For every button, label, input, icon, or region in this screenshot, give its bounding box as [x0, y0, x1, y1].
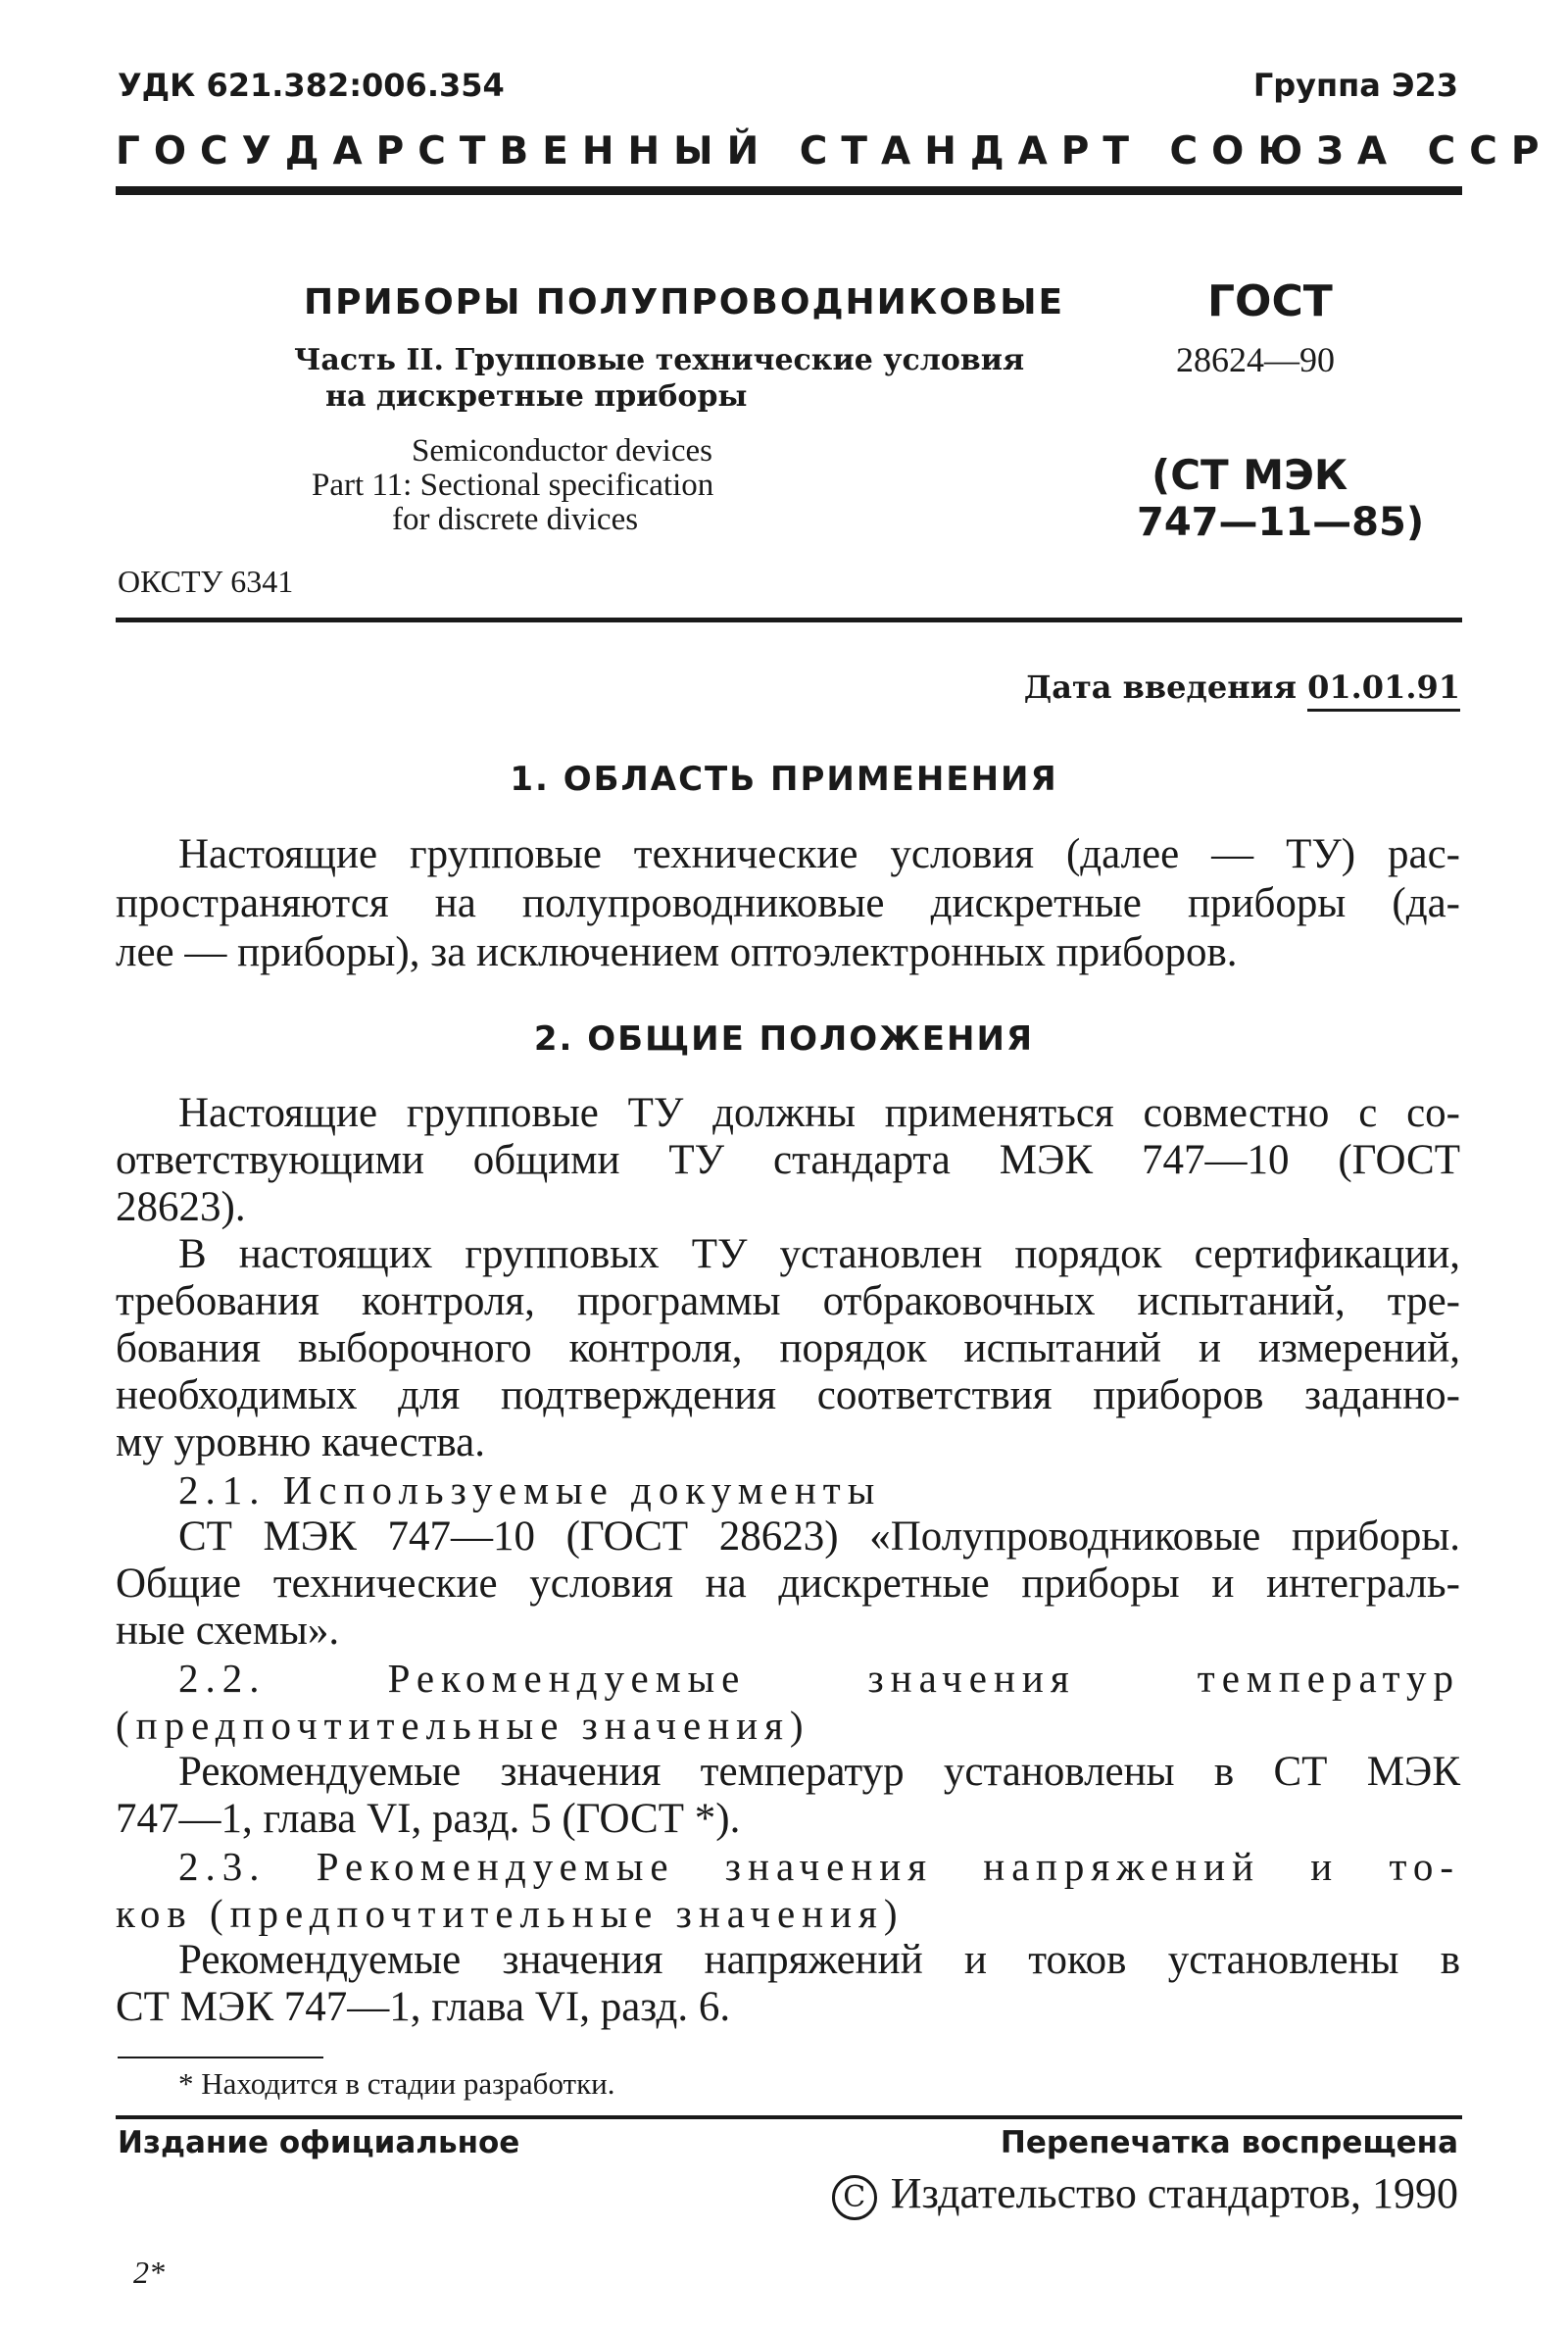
banner-letter [1400, 129, 1428, 174]
english-title-line1: Semiconductor devices [412, 433, 712, 469]
banner-letter: А [881, 129, 925, 174]
banner-letter: Р [375, 129, 418, 174]
header-rule [116, 186, 1462, 195]
subsection-2-3-heading-line: 2.3. Рекомендуемые значения напряжений и то- [178, 1844, 1460, 1889]
banner-letter: А [332, 129, 376, 174]
banner-letter: Н [924, 129, 970, 174]
introduction-date-value: 01.01.91 [1307, 669, 1460, 712]
subsection-2-3-text-line: Рекомендуемые значения напряжений и токов установлены в [178, 1937, 1460, 1983]
section1-heading: 1. ОБЛАСТЬ ПРИМЕНЕНИЯ [510, 760, 1058, 799]
iec-reference-line2: 747—11—85) [1137, 500, 1425, 545]
banner-letter [1143, 129, 1170, 174]
section2-p1-line: Настоящие групповые ТУ должны применяться совместно с со- [178, 1090, 1460, 1136]
gost-number: 28624—90 [1176, 340, 1335, 379]
subsection-2-2-heading-line: (предпочтительные значения) [116, 1703, 810, 1748]
banner-letter: Г [116, 129, 154, 174]
copyright-line [832, 2168, 1458, 2220]
section2-p1-line: ответствующими общими ТУ стандарта МЭК 747—10 (ГОСТ [116, 1137, 1460, 1183]
banner-letter: С [799, 129, 842, 174]
banner-letter: Д [284, 129, 333, 174]
banner-letter: Ю [1257, 129, 1317, 174]
banner-letter: С [1169, 129, 1212, 174]
banner-letter: Р [1510, 129, 1553, 174]
banner-letter: Д [969, 129, 1018, 174]
footnote-rule [118, 2057, 323, 2058]
section1-line: лее — приборы), за исключением оптоэлектронных приборов. [116, 929, 1238, 975]
banner-letter: Т [1102, 129, 1143, 174]
banner-letter: Е [542, 129, 582, 174]
group-code: Группа Э23 [1252, 67, 1458, 104]
banner-letter: С [417, 129, 460, 174]
english-title-line3: for discrete divices [392, 502, 639, 537]
banner-letter: З [1316, 129, 1357, 174]
banner-letter: О [153, 129, 201, 174]
banner-letter: С [1427, 129, 1470, 174]
section2-p1-line: 28623). [116, 1184, 246, 1230]
footer-rule [116, 2115, 1462, 2119]
section2-p2-line: В настоящих групповых ТУ установлен порядок сертификации, [178, 1231, 1460, 1277]
section2-heading: 2. ОБЩИЕ ПОЛОЖЕНИЯ [533, 1019, 1035, 1059]
reprint-prohibited-label: Перепечатка воспрещена [1000, 2125, 1458, 2160]
document-title: ПРИБОРЫ ПОЛУПРОВОДНИКОВЫЕ [304, 282, 1065, 322]
page-mark: 2* [133, 2255, 165, 2290]
banner-letter: Й [726, 129, 773, 174]
banner-letter: Н [581, 129, 628, 174]
banner-letter: Ы [673, 129, 727, 174]
part-subtitle-line1: Часть II. Групповые технические условия [294, 343, 1025, 377]
section1-line: пространяются на полупроводниковые дискретные приборы (да- [116, 880, 1460, 926]
section2-p2-line: требования контроля, программы отбраковочных испытаний, тре- [116, 1278, 1460, 1324]
subsection-2-1-text-line: СТ МЭК 747—10 (ГОСТ 28623) «Полупроводниковые приборы. [178, 1513, 1460, 1560]
copyright-icon: C [832, 2175, 877, 2220]
gost-label: ГОСТ [1207, 276, 1333, 326]
subsection-2-1-text-line: Общие технические условия на дискретные приборы и интеграль- [116, 1561, 1460, 1607]
banner-letter: А [1017, 129, 1061, 174]
banner-letter: С [1469, 129, 1511, 174]
banner-letter: С [200, 129, 242, 174]
section2-p2-line: бования выборочного контроля, порядок испытаний и измерений, [116, 1325, 1460, 1371]
banner-letter: А [1356, 129, 1401, 174]
subsection-2-1-text-line: ные схемы». [116, 1608, 340, 1654]
subsection-2-3-text-line: СТ МЭК 747—1, глава VI, разд. 6. [116, 1984, 731, 2030]
section1-line: Настоящие групповые технические условия (далее — ТУ) рас- [178, 831, 1460, 877]
subsection-2-2-text-line: Рекомендуемые значения температур установлены в СТ МЭК [178, 1749, 1460, 1795]
iec-reference-line1: (СТ МЭК [1152, 451, 1348, 499]
banner-letter: В [499, 129, 543, 174]
footnote: * Находится в стадии разработки. [178, 2066, 615, 2101]
part-subtitle-line2: на дискретные приборы [325, 379, 748, 414]
official-edition-label: Издание официальное [118, 2125, 520, 2160]
banner-letter: Т [841, 129, 882, 174]
banner-letter: У [241, 129, 285, 174]
subsection-2-2-text-line: 747—1, глава VI, разд. 5 (ГОСТ *). [116, 1796, 741, 1842]
title-rule [116, 618, 1462, 622]
subsection-2-1-heading: 2.1. Используемые документы [178, 1467, 882, 1512]
introduction-date [1024, 669, 1460, 706]
section2-p2-line: му уровню качества. [116, 1419, 485, 1465]
copyright-text: Издательство стандартов, 1990 [890, 2169, 1458, 2217]
subsection-2-2-heading-line: 2.2. Рекомендуемые значения температур [178, 1656, 1460, 1701]
udk-code: УДК 621.382:006.354 [118, 67, 505, 104]
banner-letter: Р [1060, 129, 1103, 174]
english-title-line2: Part 11: Sectional specification [312, 468, 714, 503]
banner-letter: Т [459, 129, 500, 174]
banner-letter: Н [627, 129, 674, 174]
banner-letter [772, 129, 800, 174]
banner-letter: О [1211, 129, 1258, 174]
okstu-code: ОКСТУ 6341 [118, 564, 294, 599]
section2-p2-line: необходимых для подтверждения соответствия приборов заданно- [116, 1372, 1460, 1418]
state-standard-banner [116, 129, 1553, 174]
introduction-date-label: Дата введения [1023, 669, 1297, 706]
subsection-2-3-heading-line: ков (предпочтительные значения) [116, 1891, 905, 1936]
